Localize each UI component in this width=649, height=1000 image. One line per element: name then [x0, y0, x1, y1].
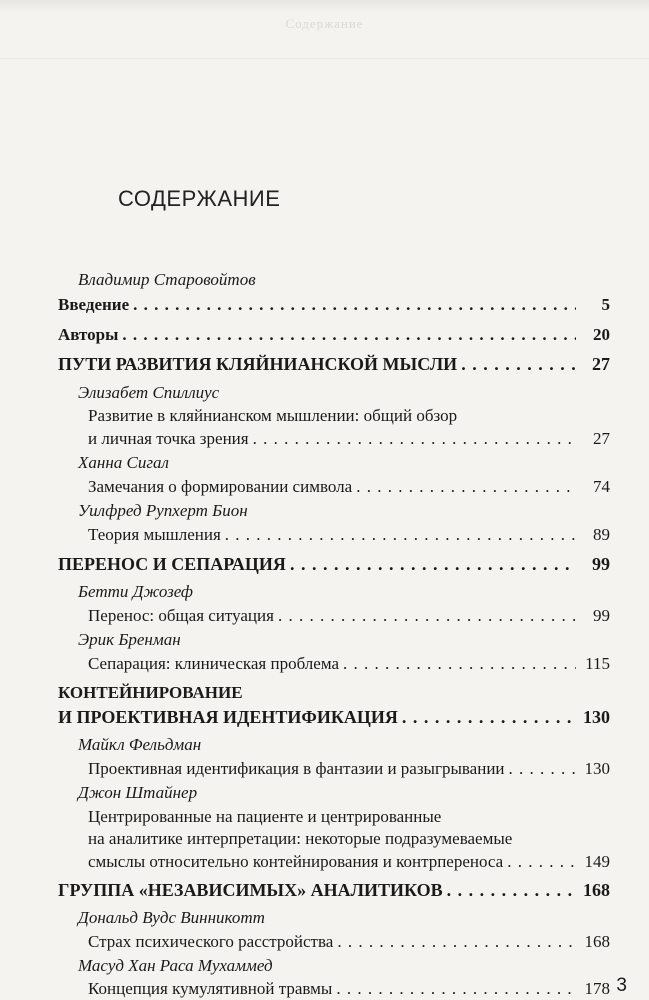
toc-article-title: смыслы относительно контейнирования и контрпереноса	[88, 851, 504, 871]
toc-article-entry[interactable]	[88, 477, 610, 497]
toc-article-page: 149	[584, 851, 610, 871]
dot-leader	[337, 932, 576, 952]
toc-article-page: 115	[585, 653, 610, 673]
toc-author: Ханна Сигал	[78, 453, 169, 473]
toc-article-page: 168	[584, 932, 610, 951]
toc-article-entry[interactable]	[88, 759, 610, 779]
dot-leader	[343, 654, 576, 674]
toc-section-page: 99	[592, 553, 610, 574]
toc-article-entry[interactable]	[88, 979, 610, 999]
toc-article-entry[interactable]	[88, 932, 610, 952]
toc-entry-authors[interactable]	[58, 325, 610, 345]
dot-leader	[509, 759, 576, 779]
toc-article-page: 130	[584, 758, 610, 778]
toc-article-entry[interactable]	[88, 525, 610, 545]
toc-section-label: ПЕРЕНОС И СЕПАРАЦИЯ	[58, 553, 286, 574]
toc-section-page: 130	[583, 706, 610, 727]
toc-article-page: 89	[593, 524, 610, 544]
running-head: Содержание	[285, 16, 364, 31]
toc-article-title: Страх психического расстройства	[88, 932, 334, 951]
toc-article-title: Сепарация: клиническая проблема	[88, 653, 340, 673]
dot-leader	[356, 477, 576, 497]
toc-article-page: 178	[584, 979, 610, 998]
toc-section-4[interactable]	[58, 880, 610, 901]
toc-article-title: Проективная идентификация в фантазии и разыгрывании	[88, 758, 505, 778]
page-edge	[0, 0, 649, 12]
dot-leader	[253, 429, 576, 449]
toc-article-entry[interactable]	[88, 429, 610, 449]
toc-section-page: 168	[583, 880, 610, 901]
dot-leader	[278, 606, 576, 626]
dot-leader	[290, 554, 576, 575]
dot-leader	[225, 525, 576, 545]
toc-entry-label: Авторы	[58, 324, 119, 344]
toc-author: Элизабет Спиллиус	[78, 382, 220, 402]
toc-section-label: ПУТИ РАЗВИТИЯ КЛЯЙНИАНСКОЙ МЫСЛИ	[58, 354, 458, 375]
dot-leader	[133, 295, 576, 315]
toc-article-entry[interactable]	[88, 606, 610, 626]
toc-section-label: ГРУППА «НЕЗАВИСИМЫХ» АНАЛИТИКОВ	[58, 880, 443, 901]
toc-entry-intro[interactable]	[58, 295, 610, 315]
toc-author: Уилфред Рупхерт Бион	[78, 501, 248, 521]
toc-section-1[interactable]	[58, 354, 610, 375]
page-number: 3	[616, 975, 627, 996]
toc-article-title: Перенос: общая ситуация	[88, 605, 274, 625]
toc-author: Майкл Фельдман	[78, 735, 202, 755]
dot-leader	[336, 979, 576, 999]
toc-author: Бетти Джозеф	[78, 582, 193, 602]
toc-section-2[interactable]	[58, 554, 610, 575]
toc-article-page: 27	[593, 428, 610, 448]
toc-article-title: Концепция кумулятивной травмы	[88, 979, 333, 998]
toc-section-label[interactable]: КОНТЕЙНИРОВАНИЕ	[58, 683, 243, 703]
toc-article-page: 74	[593, 476, 610, 496]
toc-entry-page: 5	[601, 295, 610, 315]
toc-article-title: Замечания о формировании символа	[88, 476, 353, 496]
toc-article-title: и личная точка зрения	[88, 428, 249, 448]
toc-article-title[interactable]: на аналитике интерпретации: некоторые подразумеваемые	[88, 829, 513, 849]
toc-author: Джон Штайнер	[78, 783, 198, 803]
dot-leader	[461, 354, 576, 375]
toc-article-title[interactable]: Развитие в кляйнианском мышлении: общий обзор	[88, 406, 458, 426]
dot-leader	[447, 880, 576, 901]
dot-leader	[507, 852, 576, 872]
toc-article-entry[interactable]	[88, 852, 610, 872]
toc-entry-label: Введение	[58, 295, 130, 315]
dot-leader	[122, 325, 576, 345]
toc-author: Масуд Хан Раса Мухаммед	[78, 956, 273, 975]
toc-entry-page: 20	[593, 324, 610, 344]
toc-author: Дональд Вудс Винникотт	[78, 908, 265, 928]
toc-article-title: Теория мышления	[88, 524, 221, 544]
page-title: СОДЕРЖАНИЕ	[118, 186, 281, 211]
toc-article-entry[interactable]	[88, 654, 610, 674]
toc-author: Эрик Бренман	[78, 630, 181, 650]
editor-name: Владимир Старовойтов	[78, 270, 256, 289]
toc-article-title[interactable]: Центрированные на пациенте и центрированные	[88, 806, 442, 826]
toc-section-page: 27	[592, 354, 610, 375]
toc-section-3[interactable]	[58, 707, 610, 728]
show-through-line	[0, 58, 649, 59]
toc-section-label: И ПРОЕКТИВНАЯ ИДЕНТИФИКАЦИЯ	[58, 706, 398, 727]
dot-leader	[402, 707, 576, 728]
toc-article-page: 99	[593, 605, 610, 625]
